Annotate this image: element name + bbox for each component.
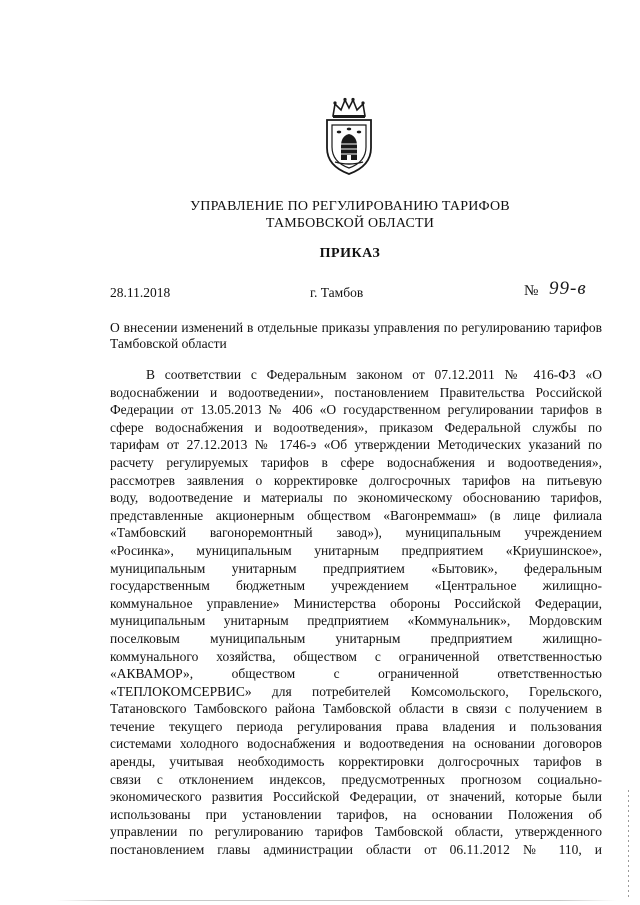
body-line: использованы при установлении тарифов, на основании Положения об [110,806,602,822]
body-line: связи с отклонением индексов, предусмотренных прогнозом социально- [110,771,602,787]
organization-name-line2: ТАМБОВСКОЙ ОБЛАСТИ [265,216,435,231]
body-line: рассмотрев заявления о корректировке долгосрочных тарифов на питьевую [110,472,602,488]
scan-edge-mark [628,790,629,900]
body-line: аренды, учитывая необходимость корректировки долгосрочных тарифов в [110,754,602,770]
body-line: расчету регулируемых тарифов в сфере водоснабжения и водоотведения», [110,454,602,470]
document-number-handwritten: 99-в [549,278,587,299]
body-line: «Тамбовский вагоноремонтный завод»), муниципальным учреждением [110,525,602,541]
body-line: водоснабжении и водоотведении», постановлением Правительства Российской [110,384,602,400]
body-line: Татановского Тамбовского района Тамбовской области в связи с получением в [110,701,602,717]
document-type-title: ПРИКАЗ [319,246,381,261]
body-line: воду, водоотведение и материалы по экономическому обоснованию тарифов, [110,490,602,506]
scan-bottom-mark [56,900,616,901]
coat-of-arms-icon [321,96,377,176]
body-line: течение текущего периода регулирования права владения и пользования [110,718,602,734]
body-line: Федерации от 13.05.2013 № 406 «О государственном регулировании тарифов в [110,402,602,418]
body-line: муниципальным унитарным предприятием «Бытовик», федеральным [110,560,602,576]
organization-name-line1: УПРАВЛЕНИЕ ПО РЕГУЛИРОВАНИЮ ТАРИФОВ [190,199,510,214]
body-line: постановлением главы администрации области от 06.11.2012 № 110, и [110,842,602,858]
body-line: коммунального хозяйства, обществом с ограниченной ответственностью [110,648,602,664]
body-line: «ТЕПЛОКОМСЕРВИС» для потребителей Комсомольского, Горельского, [110,683,602,699]
body-line: В соответствии с Федеральным законом от 07.12.2011 № 416-ФЗ «О [146,367,602,382]
document-date: 28.11.2018 [110,285,171,300]
body-line: сфере водоснабжения и водоотведения», приказом Федеральной службы по [110,419,602,435]
body-line: экономического развития Российской Федерации, от значений, которые были [110,789,602,805]
body-line: государственным бюджетным учреждением «Центральное жилищно- [110,578,602,594]
document-body [110,366,602,859]
body-line: муниципальным унитарным предприятием «Коммунальник», Мордовским [110,613,602,629]
body-line: коммунальное управление» Министерства обороны Российской Федерации, [110,595,602,611]
body-line: системами холодного водоснабжения и водоотведения на основании договоров [110,736,602,752]
document-number-label: № [524,283,539,299]
body-line: представленные акционерным обществом «Вагонреммаш» (в лице филиала [110,507,602,523]
document-city: г. Тамбов [310,285,364,300]
body-line: «АКВАМОР», обществом с ограниченной ответственностью [110,666,602,682]
document-subject: О внесении изменений в отдельные приказы управления по регулированию тарифов Тамбовской области [110,320,602,351]
body-line: поселковым муниципальным унитарным предприятием жилищно- [110,630,602,646]
body-line: управлении по регулированию тарифов Тамбовской области, утвержденного [110,824,602,840]
body-line: «Росинка», муниципальным унитарным предприятием «Криушинское», [110,542,602,558]
body-line: тарифам от 27.12.2013 № 1746-э «Об утверждении Методических указаний по [110,437,602,453]
